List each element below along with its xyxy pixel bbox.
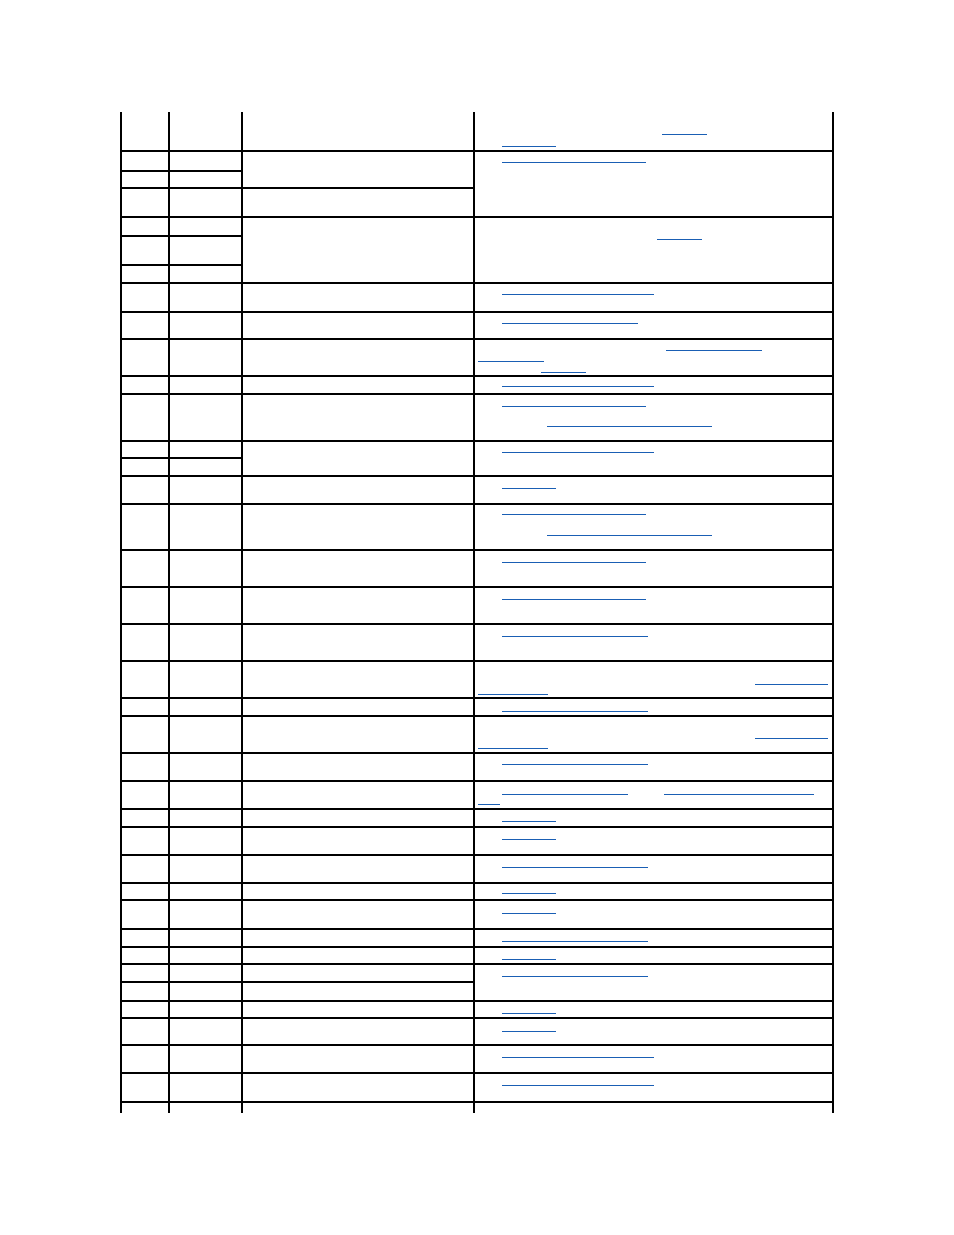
reference-link-underline[interactable]: [502, 1031, 556, 1032]
reference-link-underline[interactable]: [502, 959, 556, 960]
table-row-rule: [120, 440, 834, 442]
table-row-rule: [120, 946, 834, 948]
reference-link-underline[interactable]: [666, 350, 762, 351]
table-row-rule: [120, 586, 834, 588]
reference-link-underline[interactable]: [502, 562, 646, 563]
reference-link-underline[interactable]: [502, 711, 648, 712]
reference-link-underline[interactable]: [502, 294, 654, 295]
table-row-rule: [120, 780, 834, 782]
reference-link-underline[interactable]: [502, 146, 556, 147]
reference-link-underline[interactable]: [502, 1057, 654, 1058]
table-row-rule: [120, 660, 834, 662]
reference-link-underline[interactable]: [502, 1013, 556, 1014]
table-row-rule: [120, 457, 243, 459]
reference-link-underline[interactable]: [502, 452, 654, 453]
reference-link-underline[interactable]: [502, 488, 556, 489]
table-row-rule: [120, 981, 475, 983]
reference-link-underline[interactable]: [502, 976, 648, 977]
reference-link-underline[interactable]: [755, 684, 828, 685]
reference-link-underline[interactable]: [478, 748, 548, 749]
reference-link-underline[interactable]: [502, 941, 648, 942]
reference-link-underline[interactable]: [657, 239, 702, 240]
table-row-rule: [120, 150, 834, 152]
reference-link-underline[interactable]: [502, 406, 646, 407]
table-row-rule: [120, 375, 834, 377]
reference-link-underline[interactable]: [502, 821, 556, 822]
table-row-rule: [241, 187, 475, 189]
table-row-rule: [120, 393, 834, 395]
table-row-rule: [120, 1044, 834, 1046]
reference-link-underline[interactable]: [547, 535, 712, 536]
reference-link-underline[interactable]: [478, 694, 548, 695]
table-row-rule: [120, 549, 834, 551]
table-row-rule: [120, 963, 834, 965]
reference-link-underline[interactable]: [541, 372, 586, 373]
reference-link-underline[interactable]: [755, 738, 828, 739]
table-row-rule: [120, 854, 834, 856]
reference-link-underline[interactable]: [502, 514, 646, 515]
reference-link-underline[interactable]: [502, 893, 556, 894]
table-row-rule: [120, 697, 834, 699]
table-row-rule: [120, 1072, 834, 1074]
table-row-rule: [120, 475, 834, 477]
table-row-rule: [120, 1101, 834, 1103]
reference-link-underline[interactable]: [502, 867, 648, 868]
table-row-rule: [120, 503, 834, 505]
table-row-rule: [120, 338, 834, 340]
reference-link-underline[interactable]: [664, 794, 814, 795]
reference-link-underline[interactable]: [662, 134, 707, 135]
table-row-rule: [120, 928, 834, 930]
reference-link-underline[interactable]: [502, 386, 654, 387]
reference-link-underline[interactable]: [478, 361, 544, 362]
table-row-rule: [120, 187, 243, 189]
table-row-rule: [120, 216, 834, 218]
reference-link-underline[interactable]: [478, 804, 500, 805]
table-row-rule: [120, 282, 834, 284]
table-row-rule: [120, 826, 834, 828]
reference-link-underline[interactable]: [502, 839, 556, 840]
reference-link-underline[interactable]: [502, 913, 556, 914]
table-row-rule: [120, 752, 834, 754]
table-row-rule: [120, 170, 243, 172]
reference-link-underline[interactable]: [502, 764, 648, 765]
table-row-rule: [120, 311, 834, 313]
reference-link-underline[interactable]: [502, 1085, 654, 1086]
reference-link-underline[interactable]: [547, 426, 712, 427]
reference-link-underline[interactable]: [502, 794, 628, 795]
table-row-rule: [120, 623, 834, 625]
table-row-rule: [120, 882, 834, 884]
table-row-rule: [120, 899, 834, 901]
reference-link-underline[interactable]: [502, 599, 646, 600]
reference-link-underline[interactable]: [502, 162, 646, 163]
reference-link-underline[interactable]: [502, 323, 638, 324]
table-row-rule: [120, 808, 834, 810]
table-row-rule: [120, 1000, 834, 1002]
table-row-rule: [120, 235, 243, 237]
reference-link-underline[interactable]: [502, 636, 648, 637]
table-row-rule: [120, 715, 834, 717]
table-row-rule: [120, 264, 243, 266]
table-row-rule: [120, 1017, 834, 1019]
